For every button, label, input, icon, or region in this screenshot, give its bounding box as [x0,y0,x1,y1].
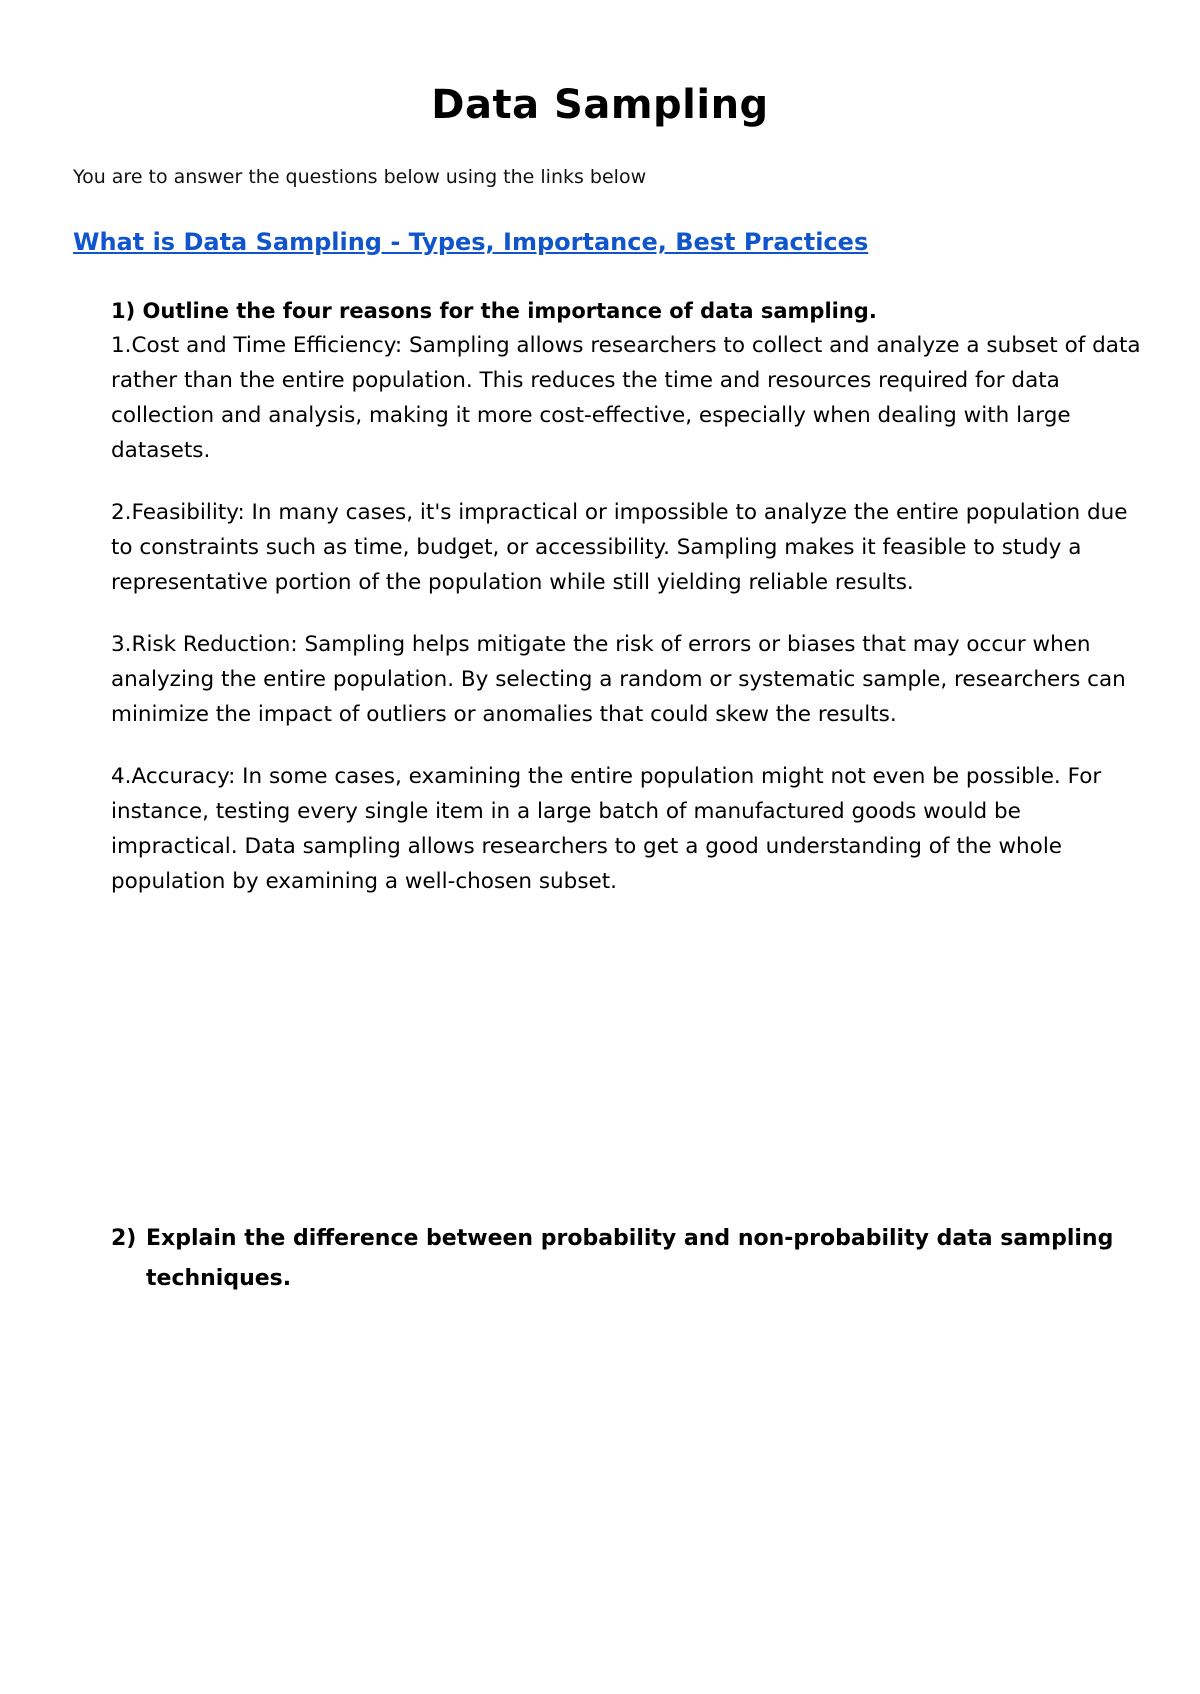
answer-paragraph-1: 1.Cost and Time Efficiency: Sampling allows researchers to collect and analyze a subset of data rather than the entire population. This reduces the time and resources required for data collection and analysis, making it more cost-effective, especially when dealing with large datasets. [111,333,1141,463]
answer-paragraph-4: 4.Accuracy: In some cases, examining the entire population might not even be possible. For instance, testing every single item in a large batch of manufactured goods would be impractical. Data sampling allows researchers to get a good understanding of the whole population by examining a well-chosen subset. [111,764,1102,894]
question-1-section [111,294,1146,926]
question-1-heading: 1) Outline the four reasons for the importance of data sampling. [111,299,877,323]
page-title: Data Sampling [431,82,769,128]
answer-paragraph-3: 3.Risk Reduction: Sampling helps mitigate the risk of errors or biases that may occur when analyzing the entire population. By selecting a random or systematic sample, researchers can minimize the impact of outliers or anomalies that could skew the results. [111,632,1126,727]
answer-paragraph-2: 2.Feasibility: In many cases, it's impractical or impossible to analyze the entire population due to constraints such as time, budget, or accessibility. Sampling makes it feasible to study a representative portion of the population while still yielding reliable results. [111,500,1128,595]
reference-link[interactable]: What is Data Sampling - Types, Importance, Best Practices [73,228,869,256]
question-2-number: 2) [111,1226,137,1251]
question-2-heading [111,1219,1131,1299]
intro-text: You are to answer the questions below using the links below [73,166,647,188]
question-2-text: Explain the difference between probability and non-probability data sampling techniques. [146,1226,1114,1291]
